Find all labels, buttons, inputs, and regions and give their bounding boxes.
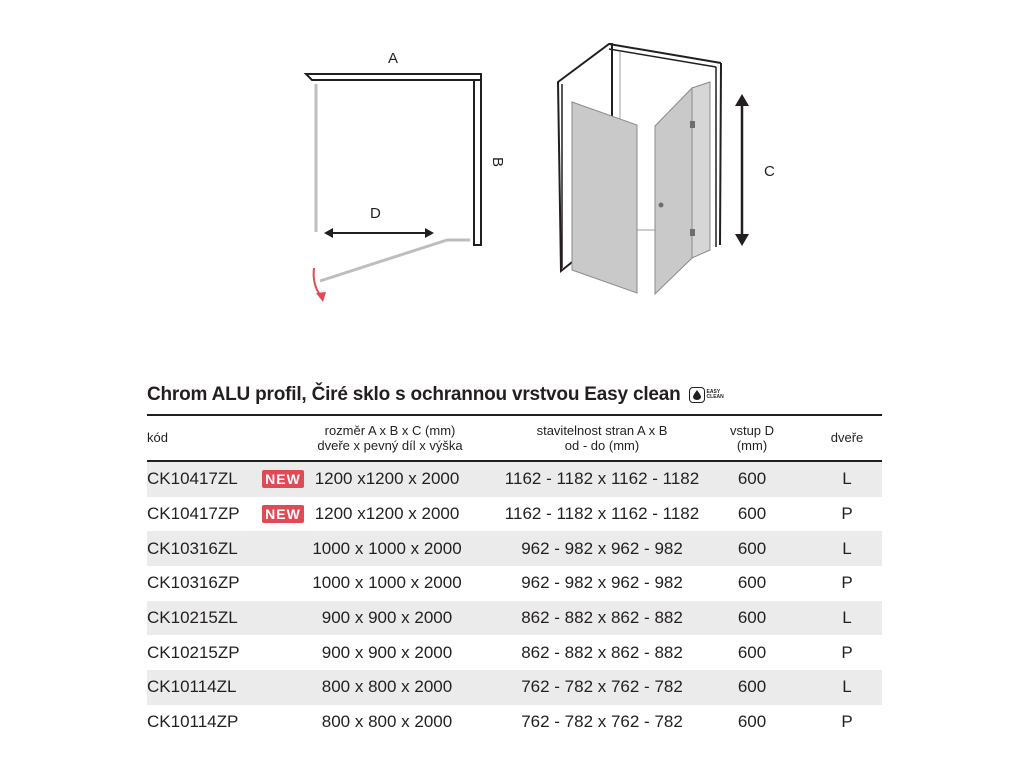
cell-entry: 600: [737, 608, 767, 628]
table-row: [147, 705, 882, 740]
cell-code: CK10417ZP: [147, 504, 240, 524]
cell-adjustability: 762 - 782 x 762 - 782: [521, 712, 683, 732]
glass-door-panel: [655, 88, 692, 294]
cell-dimensions: 1000 x 1000 x 2000: [312, 573, 462, 593]
cell-code: CK10114ZL: [147, 677, 237, 697]
cell-dimensions: 1200 x1200 x 2000: [314, 504, 460, 524]
cell-door: P: [841, 712, 853, 732]
plan-door-leaf: [320, 240, 447, 281]
cell-adjustability: 1162 - 1182 x 1162 - 1182: [504, 469, 700, 489]
cell-code: CK10215ZL: [147, 608, 238, 628]
cell-adjustability: 762 - 782 x 762 - 782: [521, 677, 683, 697]
dimension-label-a: A: [388, 50, 399, 67]
cell-dimensions: 800 x 800 x 2000: [321, 712, 453, 732]
table-row: [147, 462, 882, 497]
cell-code: CK10316ZL: [147, 538, 238, 558]
cell-adjustability: 862 - 882 x 862 - 882: [521, 642, 683, 662]
table-row: [147, 635, 882, 670]
floor-plan-diagram: [306, 50, 506, 302]
cell-entry: 600: [737, 538, 767, 558]
dimension-label-c: C: [764, 163, 775, 180]
cell-code: CK10316ZP: [147, 573, 240, 593]
cell-door: P: [841, 642, 853, 662]
column-header-adjustability: stavitelnost stran A x B od - do (mm): [536, 423, 668, 453]
new-badge-cell: [259, 497, 307, 532]
cell-door: P: [841, 573, 853, 593]
cell-dimensions: 800 x 800 x 2000: [321, 677, 453, 697]
cell-entry: 600: [737, 642, 767, 662]
easy-clean-label: EASY CLEAN: [706, 389, 724, 400]
plan-wall-top: [306, 74, 481, 80]
cell-door: L: [842, 538, 852, 558]
easy-clean-badge: [689, 387, 724, 403]
product-diagram: [0, 0, 1024, 340]
column-header-entry: vstup D (mm): [729, 423, 775, 453]
cell-door: L: [842, 608, 852, 628]
cell-code: CK10114ZP: [147, 712, 239, 732]
new-badge: NEW: [262, 505, 304, 523]
dimension-label-b: B: [489, 157, 506, 168]
cell-dimensions: 1200 x1200 x 2000: [314, 469, 460, 489]
cell-entry: 600: [737, 469, 767, 489]
water-drop-icon: [689, 387, 705, 403]
table-row: [147, 497, 882, 532]
table-top-rule: [147, 414, 882, 416]
cell-dimensions: 1000 x 1000 x 2000: [312, 538, 462, 558]
table-title-row: [147, 380, 724, 410]
perspective-diagram: [558, 44, 775, 294]
enclosure-right-post: [720, 63, 721, 245]
new-badge-cell: [259, 462, 307, 497]
cell-entry: 600: [737, 504, 767, 524]
plan-wall-right: [474, 74, 481, 245]
cell-door: L: [842, 469, 852, 489]
new-badge: NEW: [262, 470, 304, 488]
cell-adjustability: 1162 - 1182 x 1162 - 1182: [504, 504, 700, 524]
cell-entry: 600: [737, 573, 767, 593]
cell-code: CK10215ZP: [147, 642, 240, 662]
table-row: [147, 566, 882, 601]
cell-entry: 600: [737, 712, 767, 732]
table-title: Chrom ALU profil, Čiré sklo s ochrannou vrstvou Easy clean: [147, 384, 681, 405]
cell-adjustability: 962 - 982 x 962 - 982: [521, 573, 683, 593]
glass-panel-fixed-left: [572, 102, 637, 293]
column-header-door: dveře: [830, 430, 864, 445]
door-hinge-top: [690, 121, 695, 128]
cell-adjustability: 962 - 982 x 962 - 982: [521, 538, 683, 558]
enclosure-back-top: [609, 44, 721, 63]
table-row: [147, 601, 882, 636]
table-row: [147, 670, 882, 705]
table-body: [147, 462, 882, 740]
door-swing-arrow-icon: [314, 268, 321, 296]
cell-door: P: [841, 504, 853, 524]
door-hinge-bottom: [690, 229, 695, 236]
table-row: [147, 531, 882, 566]
door-handle-icon: [659, 203, 664, 208]
cell-dimensions: 900 x 900 x 2000: [321, 642, 453, 662]
table-header-row: [147, 418, 882, 460]
cell-dimensions: 900 x 900 x 2000: [321, 608, 453, 628]
cell-code: CK10417ZL: [147, 469, 238, 489]
column-header-dimensions: rozměr A x B x C (mm) dveře x pevný díl x výška: [317, 423, 463, 453]
cell-door: L: [842, 677, 852, 697]
cell-adjustability: 862 - 882 x 862 - 882: [521, 608, 683, 628]
cell-entry: 600: [737, 677, 767, 697]
column-header-code: kód: [147, 430, 168, 445]
dimension-label-d: D: [370, 205, 381, 222]
